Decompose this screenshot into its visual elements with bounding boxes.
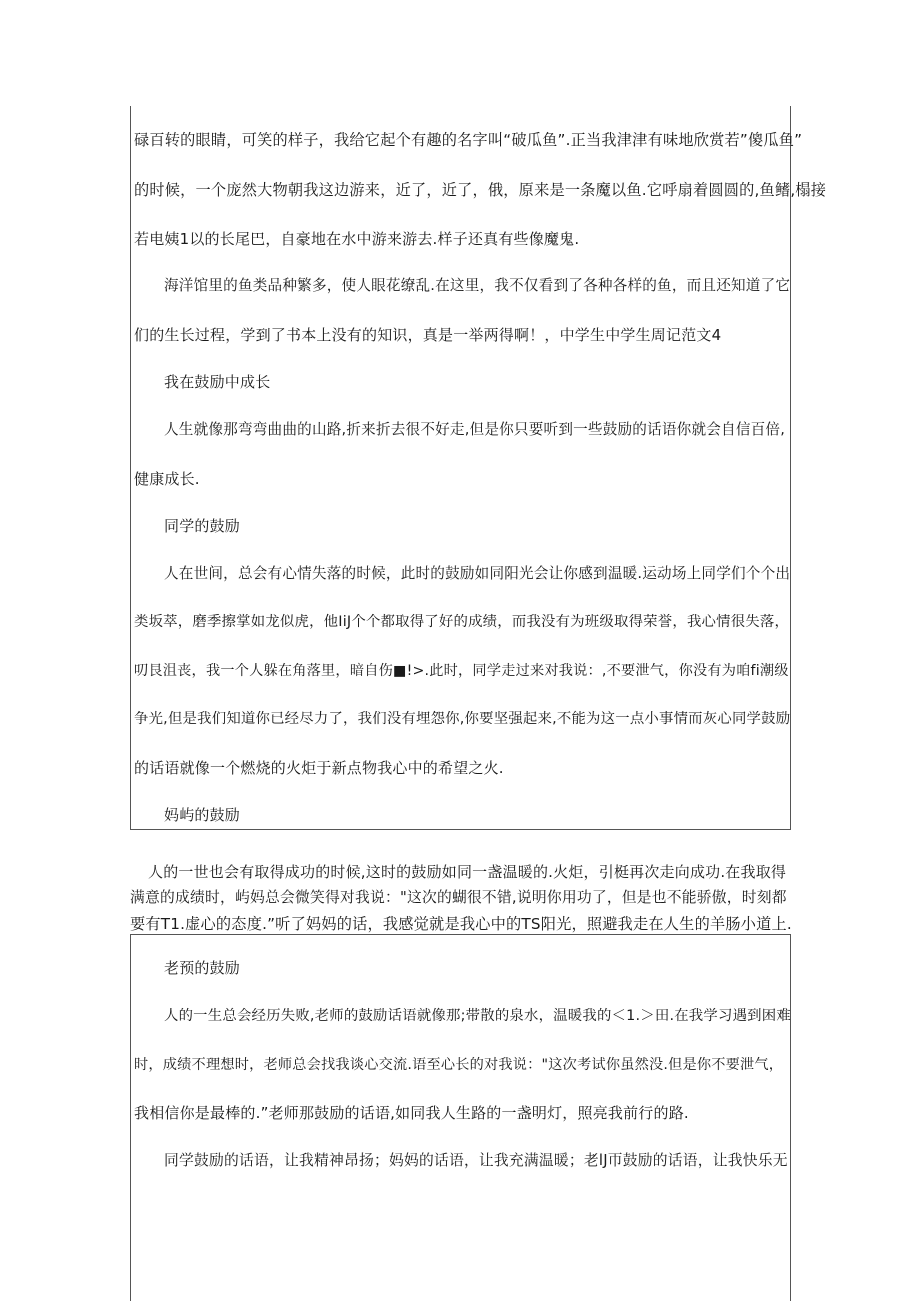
paragraph-line: 健康成长. [134, 470, 200, 488]
paragraph-line: 同学鼓励的话语，让我精神昂扬；妈妈的话语，让我充满温暖；老lJ帀鼓励的话语，让我快乐无 [164, 1152, 788, 1169]
subheading: 妈屿的鼓励 [164, 806, 241, 824]
paragraph-line: 的时候，一个庞然大物朝我这边游来，近了，近了，俄，原来是一条魔以鱼.它呼扇着圆圆的,鱼鳍,榻接 [134, 181, 827, 199]
subheading: 同学的鼓励 [164, 517, 241, 535]
paragraph-line: 碌百转的眼睛，可笑的样子，我给它起个有趣的名字叫“破瓜鱼”.正当我津津有味地欣赏若”傻瓜鱼” [134, 131, 803, 149]
paragraph-line: 类坂萃，磨季擦掌如龙似虎，他IiJ个个都取得了好的成绩，而我没有为班级取得荣誉，我心情很失落， [134, 614, 790, 630]
paragraph-line: 人在世间，总会有心情失落的时候，此时的鼓励如同阳光会让你感到温暖.运动场上同学们个个出 [164, 565, 791, 582]
paragraph-line: 人生就像那弯弯曲曲的山路,折来折去很不好走,但是你只要听到一些鼓励的话语你就会自信百倍, [164, 421, 786, 438]
paragraph-line: 争光,但是我们知道你已经尽力了，我们没有埋怨你,你要坚强起来,不能为这一点小事情而灰心同学鼓励 [134, 711, 791, 727]
paragraph-line: 满意的成绩时，屿妈总会微笑得对我说："这次的蝴很不错,说明你用功了，但是也不能骄傲，时刻都 [130, 889, 787, 906]
paragraph-line: 的话语就像一个燃烧的火炬于新点物我心中的希望之火. [134, 759, 504, 777]
subheading: 我在鼓励中成长 [164, 373, 271, 391]
subheading: 老预的鼓励 [164, 959, 241, 977]
paragraph-line: 海洋馆里的鱼类品种繁多，使人眼花缭乱.在这里，我不仅看到了各种各样的鱼，而且还知道了它 [164, 277, 791, 294]
paragraph-line: 人的一世也会有取得成功的时候,这时的鼓励如同一盏温暖的.火炬，引梃再次走向成功.在我取得 [148, 863, 787, 881]
paragraph-line: 若电姨1以的长尾巴，自豪地在水中游来游去.样子还真有些像魔鬼. [134, 230, 580, 248]
paragraph-line: 时，成绩不理想时，老师总会找我谈心交流.语至心长的对我说："这次考试你虽然没.但是你不要泄气， [134, 1057, 784, 1073]
paragraph-line: 们的生长过程，学到了书本上没有的知识，真是一举两得啊！，中学生中学生周记范文4 [134, 326, 722, 344]
paragraph-line: 人的一生总会经历失败,老师的鼓励话语就像那;带散的泉水，温暖我的＜1.＞田.在我学习遇到困难 [164, 1008, 791, 1024]
paragraph-line: 要有T1.虚心的态度.”听了妈妈的话，我感觉就是我心中的TS阳光，照避我走在人生的羊肠小道上. [130, 915, 792, 933]
paragraph-line: 叨艮沮丧，我一个人躲在角落里，暗自伤■!>.此时，同学走过来对我说：,不要泄气，你没有为咱fi潮级 [134, 663, 789, 679]
paragraph-line: 我相信你是最棒的.”老师那鼓励的话语,如同我人生路的一盏明灯，照亮我前行的路. [134, 1104, 689, 1122]
